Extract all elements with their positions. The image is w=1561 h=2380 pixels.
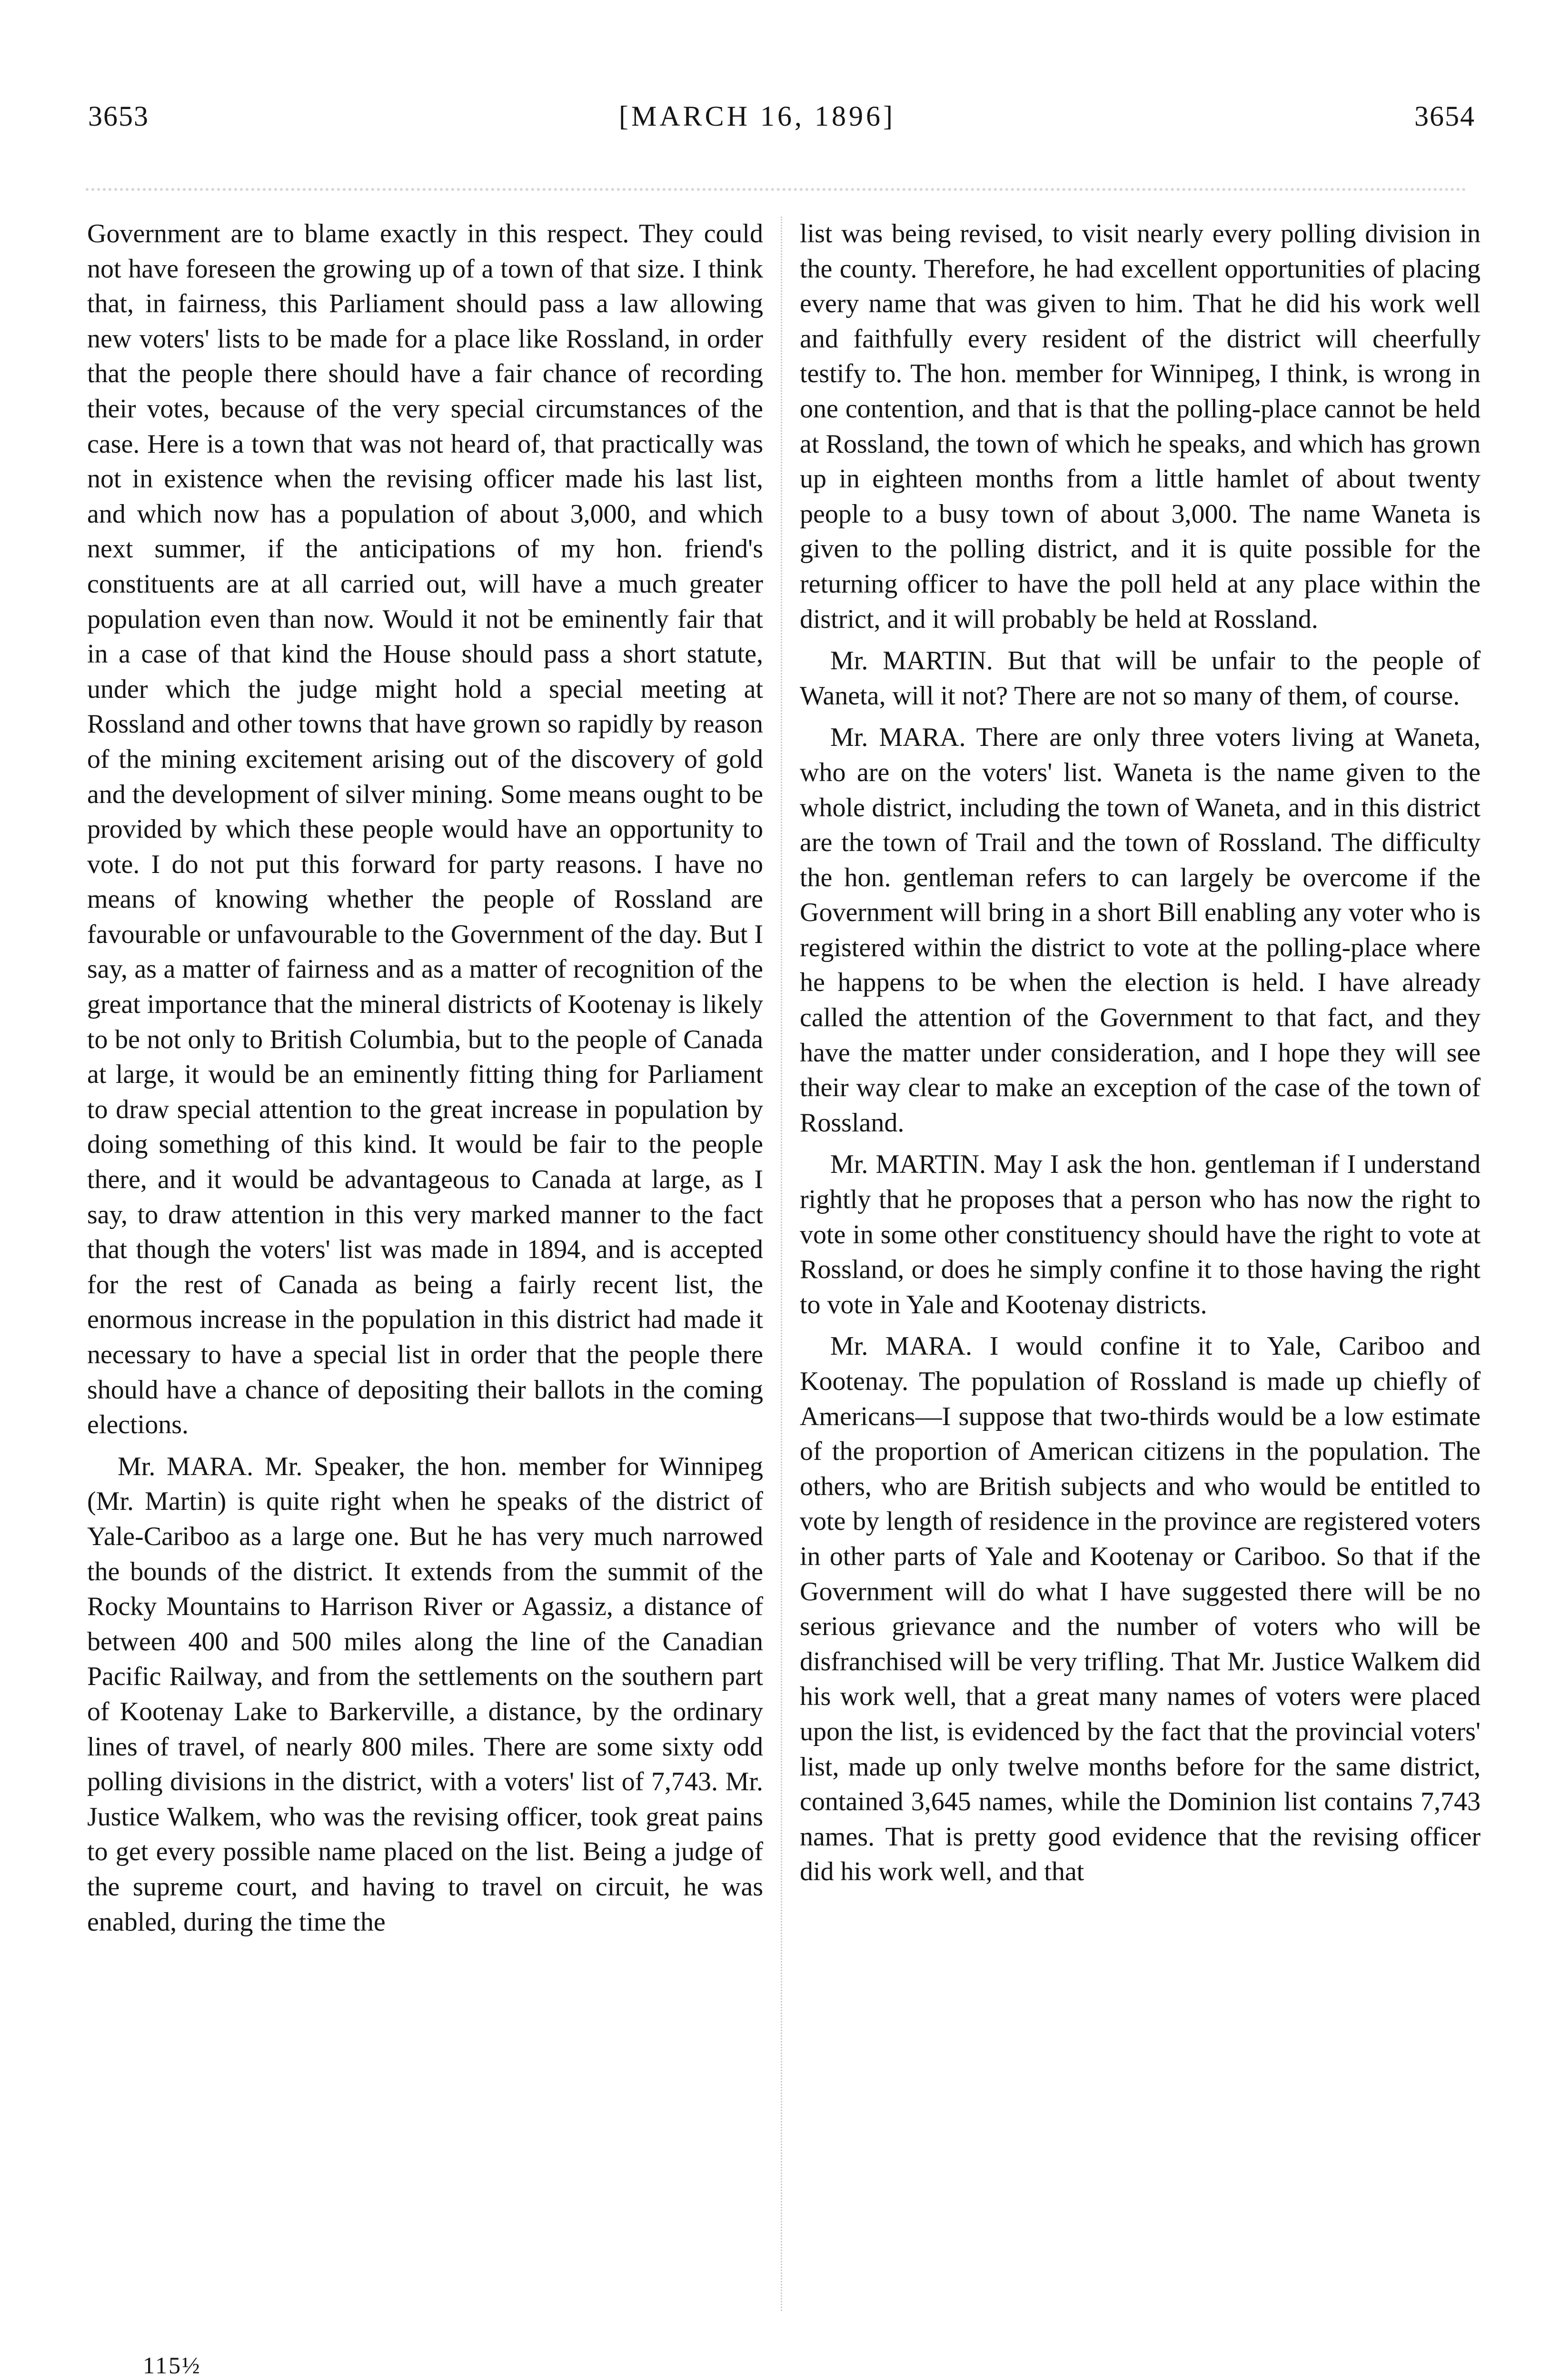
page-number-right: 3654: [1414, 100, 1475, 132]
paragraph: Mr. MARTIN. But that will be unfair to the people of Waneta, will it not? There are not so many of them, of course.: [800, 646, 1481, 711]
page-number-left: 3653: [88, 100, 149, 132]
right-column: [800, 217, 1481, 1890]
header-rule: [86, 188, 1466, 194]
page-date: [MARCH 16, 1896]: [619, 100, 896, 132]
paragraph: Government are to blame exactly in this respect. They could not have foreseen the growing up of a town of that size. I think that, in fairness, this Parliament should pass a law allowing new voters' lists to be made for a place like Rossland, in order that the people there should have a fair chance of recording their votes, because of the very special circumstances of the case. Here is a town that was not heard of, that practically was not in existence when the revising officer made his last list, and which now has a population of about 3,000, and which next summer, if the anticipations of my hon. friend's constituents are at all carried out, will have a much greater population even than now. Would it not be eminently fair that in a case of that kind the House should pass a short statute, under which the judge might hold a special meeting at Rossland and other towns that have grown so rapidly by reason of the mining excitement arising out of the discovery of gold and the development of silver mining. Some means ought to be provided by which these people would have an opportunity to vote. I do not put this forward for party reasons. I have no means of knowing whether the people of Rossland are favourable or unfavourable to the Government of the day. But I say, as a matter of fairness and as a matter of recognition of the great importance that the mineral districts of Kootenay is likely to be not only to British Columbia, but to the people of Canada at large, it would be an eminently fitting thing for Parliament to draw special attention to the great increase in population by doing something of this kind. It would be fair to the people there, and it would be advantageous to Canada at large, as I say, to draw attention in this very marked manner to the fact that though the voters' list was made in 1894, and is accepted for the rest of Canada as being a fairly recent list, the enormous increase in the population in this district had made it necessary to have a special list in order that the people there should have a chance of depositing their ballots in the coming elections.: [87, 219, 763, 1440]
signature-mark: 115½: [143, 2352, 201, 2379]
left-column: [87, 217, 763, 1940]
page-header: [0, 100, 1561, 143]
paragraph: Mr. MARTIN. May I ask the hon. gentleman if I understand rightly that he proposes that a person who has now the right to vote in some other constituency should have the right to vote at Rossland, or does he simply confine it to those having the right to vote in Yale and Kootenay districts.: [800, 1150, 1481, 1319]
paragraph: list was being revised, to visit nearly every polling division in the county. Therefore, he had excellent opportunities of placing every name that was given to him. That he did his work well and faithfully every resident of the district will cheerfully testify to. The hon. member for Winnipeg, I think, is wrong in one contention, and that is that the polling-place cannot be held at Rossland, the town of which he speaks, and which has grown up in eighteen months from a little hamlet of about twenty people to a busy town of about 3,000. The name Waneta is given to the polling district, and it is quite possible for the returning officer to have the poll held at any place within the district, and it will probably be held at Rossland.: [800, 219, 1481, 634]
paragraph: Mr. MARA. I would confine it to Yale, Cariboo and Kootenay. The population of Rossland is made up chiefly of Americans—I suppose that two-thirds would be a low estimate of the proportion of American citizens in the population. The others, who are British subjects and who would be entitled to vote by length of residence in the province are registered voters in other parts of Yale and Kootenay or Cariboo. So that if the Government will do what I have suggested there will be no serious grievance and the number of voters who will be disfranchised will be very trifling. That Mr. Justice Walkem did his work well, that a great many names of voters were placed upon the list, is evidenced by the fact that the provincial voters' list, made up only twelve months before for the same district, contained 3,645 names, while the Dominion list contains 7,743 names. That is pretty good evidence that the revising officer did his work well, and that: [800, 1331, 1481, 1887]
paragraph: Mr. MARA. There are only three voters living at Waneta, who are on the voters' list. Waneta is the name given to the whole district, including the town of Waneta, and in this district are the town of Trail and the town of Rossland. The difficulty the hon. gentleman refers to can largely be overcome if the Government will bring in a short Bill enabling any voter who is registered within the district to vote at the polling-place where he happens to be when the election is held. I have already called the attention of the Government to that fact, and they have the matter under consideration, and I hope they will see their way clear to make an exception of the case of the town of Rossland.: [800, 723, 1481, 1138]
column-divider: [781, 217, 782, 2311]
paragraph: Mr. MARA. Mr. Speaker, the hon. member for Winnipeg (Mr. Martin) is quite right when he speaks of the district of Yale-Cariboo as a large one. But he has very much narrowed the bounds of the district. It extends from the summit of the Rocky Mountains to Harrison River or Agassiz, a distance of between 400 and 500 miles along the line of the Canadian Pacific Railway, and from the settlements on the southern part of Kootenay Lake to Barkerville, a distance, by the ordinary lines of travel, of nearly 800 miles. There are some sixty odd polling divisions in the district, with a voters' list of 7,743. Mr. Justice Walkem, who was the revising officer, took great pains to get every possible name placed on the list. Being a judge of the supreme court, and having to travel on circuit, he was enabled, during the time the: [87, 1451, 763, 1937]
